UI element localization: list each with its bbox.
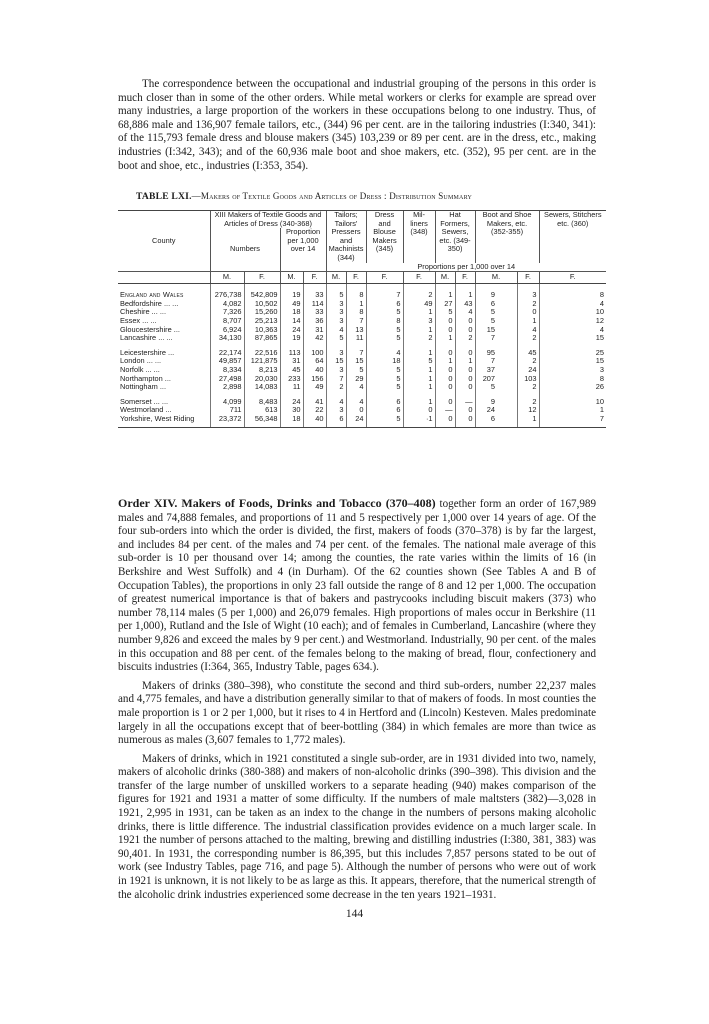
prop-m-cell: 45	[280, 366, 303, 375]
dress-f-cell: 6	[366, 406, 403, 415]
prop-m-header: M.	[280, 272, 303, 284]
hat-f-header: F.	[455, 272, 475, 284]
hat-f-cell: 0	[455, 415, 475, 428]
mf-blank	[118, 272, 210, 284]
dress-f-header: F.	[366, 272, 403, 284]
prop-f-cell: 36	[303, 317, 326, 326]
sewers-f-cell: 10	[539, 398, 606, 407]
tailors-f-cell: 24	[346, 415, 366, 428]
prop-f-cell: 33	[303, 308, 326, 317]
tailors-m-cell: 3	[326, 300, 346, 309]
county-cell: London ... ...	[120, 357, 162, 366]
mill-f-cell: 2	[403, 334, 435, 343]
spacer-cell	[497, 326, 517, 335]
sewers-f-cell: 15	[539, 334, 606, 343]
boot-f-cell: 45	[517, 349, 539, 358]
prop-f-cell: 33	[303, 284, 326, 300]
prop-m-cell: 233	[280, 375, 303, 384]
prop-f-cell: 64	[303, 357, 326, 366]
spacer-cell	[497, 398, 517, 407]
makers-of-drinks-paragraph: Makers of drinks (380–398), who constitute the second and third sub-orders, number 22,237 males and 4,775 females, and have a distribution generally similar to that of makers of foods. In most counties the male proportion is 1 or 2 per 1,000, but it rises to 4 in Hertford and (Lincoln) Kesteven. Males predominate largely in all the occupations except that of beer-bottling (384) in which females are more than twice as numerous as males (3,607 females to 1,772 males).	[118, 679, 596, 747]
tailors-m-cell: 2	[326, 383, 346, 392]
prop-m-cell: 49	[280, 300, 303, 309]
numbers-header: Numbers	[210, 228, 280, 271]
county-cell: Gloucestershire ...	[120, 325, 180, 334]
boot-m-cell: 9	[475, 284, 497, 300]
boot-f-cell: 2	[517, 300, 539, 309]
distribution-summary-table	[118, 210, 606, 428]
dress-f-cell: 4	[366, 349, 403, 358]
tailors-m-cell: 4	[326, 326, 346, 335]
prop-f-cell: 49	[303, 383, 326, 392]
sewers-f-header: F.	[539, 272, 606, 284]
num-m-cell: 27,498	[210, 375, 244, 384]
table-row	[118, 415, 606, 428]
tailors-f-cell: 7	[346, 349, 366, 358]
hat-f-cell: 0	[455, 317, 475, 326]
prop-m-cell: 14	[280, 317, 303, 326]
hat-f-cell: 0	[455, 349, 475, 358]
boot-m-cell: 9	[475, 398, 497, 407]
boot-f-cell: 4	[517, 326, 539, 335]
boot-f-cell: 2	[517, 398, 539, 407]
boot-m-cell: 7	[475, 357, 497, 366]
dress-f-cell: 7	[366, 284, 403, 300]
num-f-cell: 10,363	[244, 326, 280, 335]
table-body	[118, 284, 606, 428]
mill-f-cell: 1	[403, 383, 435, 392]
boot-f-cell: 1	[517, 415, 539, 428]
sewers-f-cell: 8	[539, 284, 606, 300]
boot-m-cell: 95	[475, 349, 497, 358]
boot-m-cell: 37	[475, 366, 497, 375]
numbers-f-header: F.	[244, 272, 280, 284]
xiii-header: XIII Makers of Textile Goods and Articles of Dress (340-368)	[210, 211, 326, 229]
boot-f-cell: 103	[517, 375, 539, 384]
dress-f-cell: 5	[366, 366, 403, 375]
sewers-f-cell: 12	[539, 317, 606, 326]
county-cell: Somerset ... ...	[120, 397, 169, 406]
boot-f-cell: 2	[517, 357, 539, 366]
mill-f-cell: 1	[403, 398, 435, 407]
county-cell: Nottingham ...	[120, 383, 167, 392]
mill-f-cell: 1	[403, 308, 435, 317]
intro-paragraph: The correspondence between the occupational and industrial grouping of the persons in this order is much closer than in some of the other orders. While metal workers or clerks for example are spread over many industries, a large proportion of the workers in these occupations belong to one industry. Thus, of 68,886 male and 136,907 female tailors, etc., (344) 96 per cent. are in the tailoring industries (I:340, 341): of the 115,793 female dress and blouse makers (345) 103,239 or 89 per cent. are in the dress, etc., making industries (I:342, 343); and of the 60,936 male boot and shoe makers, etc. (352), 95 per cent. are in the boot and shoe, etc., industries (I:353, 354).	[118, 78, 596, 172]
prop-f-cell: 114	[303, 300, 326, 309]
hat-m-cell: 1	[435, 334, 455, 343]
boot-m-cell: 5	[475, 317, 497, 326]
num-f-cell: 22,516	[244, 349, 280, 358]
num-m-cell: 276,738	[210, 284, 244, 300]
dress-f-cell: 6	[366, 300, 403, 309]
hat-f-cell: 0	[455, 383, 475, 392]
hat-m-cell: 0	[435, 398, 455, 407]
county-cell: Lancashire ... ...	[120, 334, 173, 343]
prop-m-cell: 19	[280, 284, 303, 300]
hat-m-cell: 0	[435, 415, 455, 428]
num-f-cell: 10,502	[244, 300, 280, 309]
hat-m-cell: 27	[435, 300, 455, 309]
boot-m-cell: 6	[475, 300, 497, 309]
tailors-m-cell: 3	[326, 317, 346, 326]
table-number: TABLE LXI.	[136, 191, 192, 202]
spacer-cell	[497, 406, 517, 415]
hat-f-cell: 0	[455, 375, 475, 384]
boot-header: Boot and Shoe Makers, etc. (352-355)	[475, 211, 539, 263]
boot-m-header: M.	[475, 272, 517, 284]
num-f-cell: 542,809	[244, 284, 280, 300]
boot-m-cell: 24	[475, 406, 497, 415]
mill-f-cell: 1	[403, 366, 435, 375]
prop-f-cell: 42	[303, 334, 326, 343]
boot-m-cell: 7	[475, 334, 497, 343]
county-cell: Westmorland ...	[120, 406, 172, 415]
milliners-f-header: F.	[403, 272, 435, 284]
mill-f-cell: 1	[403, 375, 435, 384]
boot-f-cell: 0	[517, 308, 539, 317]
tailors-f-cell: 29	[346, 375, 366, 384]
num-f-cell: 8,213	[244, 366, 280, 375]
prop-f-cell: 41	[303, 398, 326, 407]
dress-f-cell: 5	[366, 334, 403, 343]
hat-f-cell: 1	[455, 357, 475, 366]
milliners-header: Mil- liners (348)	[403, 211, 435, 263]
mill-f-cell: ·1	[403, 415, 435, 428]
table-row	[118, 334, 606, 343]
boot-f-cell: 12	[517, 406, 539, 415]
tailors-m-cell: 7	[326, 375, 346, 384]
dress-f-cell: 5	[366, 415, 403, 428]
mill-f-cell: 2	[403, 284, 435, 300]
order-xiv-text: together form an order of 167,989 males and 74,888 females, and proportions of 11 and 5 respectively per 1,000 over 14 years of age. Of the four sub-orders into which the order is divided, the first, makers of foods (370–378) is by far the largest, and includes 84 per cent. of the males and 74 per cent. of the females. The national male average of this sub-order is 10 per thousand over 14; among the counties, the rate varies within the limits of 16 (in Berkshire and West Suffolk) and 4 (in Durham). Of the 62 counties shown (See Tables A and B of Occupation Tables), the proportions in only 23 fall outside the range of 8 and 12 per 1,000. The occupation of greatest numerical importance is that of bakers and pastrycooks including biscuit makers (373) who number 78,114 males (5 per 1,000) and 26,079 females. High proportions of males occur in Berkshire (11 per 1,000), Rutland and the Isle of Wight (10 each); and of females in Cumberland, Lancashire (where they number 9,826 and exceed the males by 9 per cent.) and Westmorland. Industrially, 90 per cent. of the males in this occupation and 88 per cent. of the females belong to the making of bread, flour, confectionery and biscuits industries (I:364, 365, Industry Table, pages 634.).	[118, 498, 596, 674]
tailors-f-cell: 11	[346, 334, 366, 343]
tailors-m-cell: 5	[326, 334, 346, 343]
num-m-cell: 2,898	[210, 383, 244, 392]
hat-m-cell: —	[435, 406, 455, 415]
num-m-cell: 22,174	[210, 349, 244, 358]
tailors-f-cell: 1	[346, 300, 366, 309]
hat-m-cell: 0	[435, 326, 455, 335]
tailors-f-cell: 15	[346, 357, 366, 366]
tailors-f-cell: 7	[346, 317, 366, 326]
mill-f-cell: 3	[403, 317, 435, 326]
county-cell: Yorkshire, West Riding	[118, 415, 210, 428]
sewers-f-cell: 26	[539, 383, 606, 392]
num-f-cell: 20,030	[244, 375, 280, 384]
boot-f-cell: 1	[517, 317, 539, 326]
dress-f-cell: 5	[366, 308, 403, 317]
mill-f-cell: 0	[403, 406, 435, 415]
hat-f-cell: 43	[455, 300, 475, 309]
tailors-f-cell: 8	[346, 308, 366, 317]
prop-m-cell: 18	[280, 415, 303, 428]
dress-f-cell: 5	[366, 375, 403, 384]
hat-m-cell: 1	[435, 357, 455, 366]
hat-m-cell: 5	[435, 308, 455, 317]
spacer-cell	[497, 317, 517, 326]
hat-f-cell: 0	[455, 366, 475, 375]
hat-m-header: M.	[435, 272, 455, 284]
num-m-cell: 4,082	[210, 300, 244, 309]
sewers-header: Sewers, Stitchers etc. (360)	[539, 211, 606, 263]
sewers-f-cell: 7	[539, 415, 606, 428]
tailors-m-cell: 3	[326, 366, 346, 375]
sewers-f-cell: 15	[539, 357, 606, 366]
boot-f-cell: 24	[517, 366, 539, 375]
spacer-cell	[497, 383, 517, 392]
num-m-cell: 711	[210, 406, 244, 415]
prop-m-cell: 24	[280, 326, 303, 335]
proportions-span-header: Proportions per 1,000 over 14	[326, 263, 606, 272]
mill-f-cell: 5	[403, 357, 435, 366]
table-row	[118, 284, 606, 300]
sewers-f-cell: 25	[539, 349, 606, 358]
county-cell: Leicestershire ...	[120, 348, 175, 357]
hat-m-cell: 0	[435, 349, 455, 358]
section-heading: Order XIV. Makers of Foods, Drinks and Tobacco (370–408)	[118, 496, 436, 510]
mill-f-cell: 1	[403, 326, 435, 335]
hat-m-cell: 0	[435, 375, 455, 384]
prop-f-cell: 40	[303, 415, 326, 428]
dress-header: Dress and Blouse Makers (345)	[366, 211, 403, 263]
prop-f-cell: 22	[303, 406, 326, 415]
spacer-cell	[497, 415, 517, 428]
hat-f-cell: 4	[455, 308, 475, 317]
sewers-f-cell: 8	[539, 375, 606, 384]
num-m-cell: 23,372	[210, 415, 244, 428]
num-m-cell: 8,334	[210, 366, 244, 375]
num-f-cell: 25,213	[244, 317, 280, 326]
prop-f-cell: 40	[303, 366, 326, 375]
hat-m-cell: 0	[435, 383, 455, 392]
boot-f-header: F.	[517, 272, 539, 284]
hat-f-cell: —	[455, 398, 475, 407]
mill-f-cell: 1	[403, 349, 435, 358]
tailors-m-header: M.	[326, 272, 346, 284]
num-f-cell: 8,483	[244, 398, 280, 407]
hat-header: Hat Formers, Sewers, etc. (349-350)	[435, 211, 475, 263]
num-m-cell: 49,857	[210, 357, 244, 366]
boot-f-cell: 2	[517, 383, 539, 392]
dress-f-cell: 18	[366, 357, 403, 366]
num-m-cell: 8,707	[210, 317, 244, 326]
proportion-header: Proportion per 1,000 over 14	[280, 228, 326, 271]
county-cell: Essex ... ...	[120, 316, 157, 325]
hat-m-cell: 0	[435, 317, 455, 326]
body-text	[118, 497, 596, 907]
sewers-f-cell: 3	[539, 366, 606, 375]
tailors-m-cell: 3	[326, 406, 346, 415]
prop-m-cell: 24	[280, 398, 303, 407]
num-m-cell: 6,924	[210, 326, 244, 335]
order-xiv-paragraph	[118, 497, 596, 675]
sewers-f-cell: 4	[539, 326, 606, 335]
county-header: County	[118, 211, 210, 272]
boot-m-cell: 207	[475, 375, 497, 384]
spacer-cell	[497, 366, 517, 375]
table-title	[136, 191, 606, 202]
prop-m-cell: 31	[280, 357, 303, 366]
hat-m-cell: 1	[435, 284, 455, 300]
prop-m-cell: 11	[280, 383, 303, 392]
drinks-comparison-paragraph: Makers of drinks, which in 1921 constituted a single sub-order, are in 1931 divided into two, namely, makers of alcoholic drinks (380-388) and makers of non-alcoholic drinks (390–398). This division and the transfer of the large number of unskilled workers to a separate heading (940) makes comparison of the figures for 1921 and 1931 a matter of some difficulty. If the numbers of male maltsters (382)—3,028 in 1921, 2,995 in 1931, can be taken as an index to the change in the numbers of persons making alcoholic drinks, there is little difference. The industrial classification provides evidence on a much larger scale. In 1921 the number of persons attached to the malting, brewing and distilling industries (I:380, 381, 383) was 90,401. In 1931, the corresponding number is 86,395, but this includes 7,857 persons stated to be out of work (see Industry Tables, page 716, and page 5). Although the number of persons who were out of work in 1921 is unknown, it is not likely to be as large as this. It appears, therefore, that the numerical strength of the alcoholic drink industries experienced some decrease in the ten years 1921–1931.	[118, 752, 596, 901]
tailors-f-cell: 0	[346, 406, 366, 415]
tailors-f-cell: 4	[346, 383, 366, 392]
tailors-m-cell: 3	[326, 349, 346, 358]
spacer-cell	[497, 334, 517, 343]
sewers-f-cell: 4	[539, 300, 606, 309]
hat-m-cell: 0	[435, 366, 455, 375]
sewers-f-cell: 10	[539, 308, 606, 317]
num-f-cell: 56,348	[244, 415, 280, 428]
tailors-f-cell: 8	[346, 284, 366, 300]
dress-f-cell: 5	[366, 326, 403, 335]
spacer-cell	[497, 357, 517, 366]
page-number: 144	[345, 908, 364, 920]
num-m-cell: 7,326	[210, 308, 244, 317]
prop-f-header: F.	[303, 272, 326, 284]
spacer-cell	[497, 375, 517, 384]
tailors-f-cell: 4	[346, 398, 366, 407]
num-f-cell: 87,865	[244, 334, 280, 343]
boot-f-cell: 3	[517, 284, 539, 300]
county-cell: Northampton ...	[120, 374, 171, 383]
hat-f-cell: 0	[455, 406, 475, 415]
prop-f-cell: 100	[303, 349, 326, 358]
table-caption: —Makers of Textile Goods and Articles of Dress : Distribution Summary	[191, 191, 472, 201]
tailors-m-cell: 5	[326, 284, 346, 300]
prop-m-cell: 18	[280, 308, 303, 317]
tailors-m-cell: 15	[326, 357, 346, 366]
table-row	[118, 383, 606, 392]
prop-f-cell: 156	[303, 375, 326, 384]
county-cell: England and Wales	[120, 290, 184, 300]
spacer-cell	[497, 349, 517, 358]
prop-m-cell: 30	[280, 406, 303, 415]
prop-m-cell: 113	[280, 349, 303, 358]
tailors-m-cell: 6	[326, 415, 346, 428]
mill-f-cell: 49	[403, 300, 435, 309]
boot-f-cell: 2	[517, 334, 539, 343]
boot-m-cell: 5	[475, 383, 497, 392]
dress-f-cell: 6	[366, 398, 403, 407]
prop-f-cell: 31	[303, 326, 326, 335]
spacer-cell	[497, 300, 517, 309]
county-cell: Norfolk ... ...	[120, 365, 160, 374]
tailors-m-cell: 4	[326, 398, 346, 407]
tailors-f-cell: 5	[346, 366, 366, 375]
spacer-cell	[497, 308, 517, 317]
county-cell: Bedfordshire ... ...	[120, 299, 179, 308]
num-f-cell: 15,260	[244, 308, 280, 317]
tailors-f-cell: 13	[346, 326, 366, 335]
num-f-cell: 613	[244, 406, 280, 415]
dress-f-cell: 5	[366, 383, 403, 392]
boot-m-cell: 6	[475, 415, 497, 428]
sewers-f-cell: 1	[539, 406, 606, 415]
tailors-f-header: F.	[346, 272, 366, 284]
dress-f-cell: 8	[366, 317, 403, 326]
hat-f-cell: 1	[455, 284, 475, 300]
tailors-m-cell: 3	[326, 308, 346, 317]
distribution-table-container	[118, 210, 606, 428]
num-f-cell: 14,083	[244, 383, 280, 392]
spacer-cell	[497, 284, 517, 300]
boot-m-cell: 15	[475, 326, 497, 335]
tailors-header: Tailors; Tailors' Pressers and Machinists (344)	[326, 211, 366, 263]
hat-f-cell: 2	[455, 334, 475, 343]
boot-m-cell: 5	[475, 308, 497, 317]
numbers-m-header: M.	[210, 272, 244, 284]
num-f-cell: 121,875	[244, 357, 280, 366]
county-cell: Cheshire ... ...	[120, 308, 167, 317]
num-m-cell: 34,130	[210, 334, 244, 343]
prop-m-cell: 19	[280, 334, 303, 343]
hat-f-cell: 0	[455, 326, 475, 335]
num-m-cell: 4,099	[210, 398, 244, 407]
